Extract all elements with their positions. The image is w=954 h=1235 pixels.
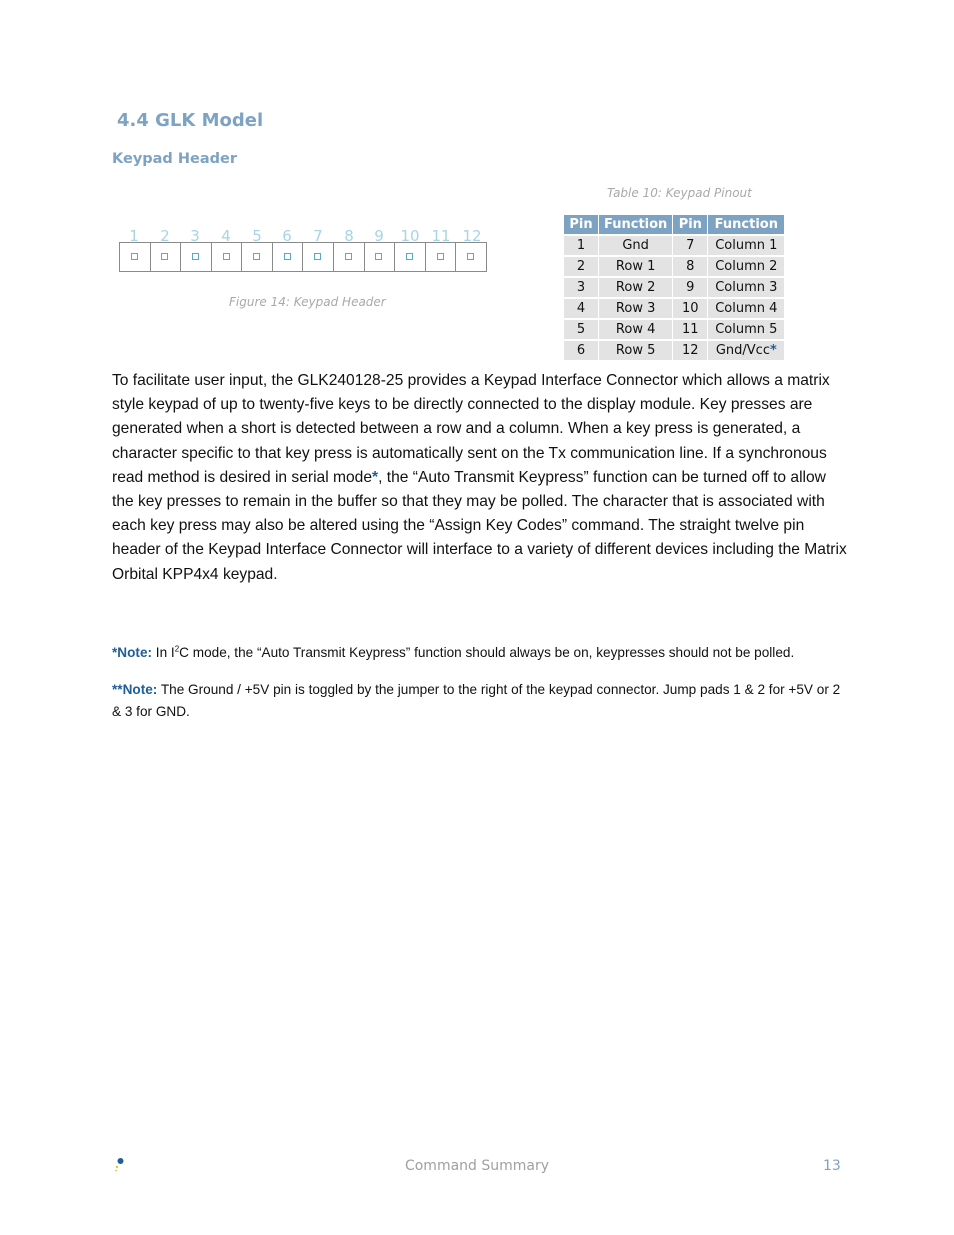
pin-cell <box>181 243 212 271</box>
body-paragraph <box>112 369 847 587</box>
pin-cell: 6 <box>564 340 599 361</box>
keypad-header-diagram <box>119 242 487 272</box>
pin-cell <box>273 243 304 271</box>
table-header-row <box>564 215 785 236</box>
function-cell: Row 2 <box>599 277 673 298</box>
pin-label: 2 <box>160 227 170 245</box>
function-cell: Row 3 <box>599 298 673 319</box>
pin-label: 5 <box>252 227 262 245</box>
pin-cell: 11 <box>673 319 708 340</box>
pin-cell: 8 <box>673 256 708 277</box>
pin-label: 8 <box>344 227 354 245</box>
pin-pad-icon <box>253 253 260 260</box>
function-cell: Gnd <box>599 235 673 256</box>
pin-cell: 2 <box>564 256 599 277</box>
pin-label: 11 <box>431 227 451 245</box>
pin-cell: 3 <box>564 277 599 298</box>
pin-pad-icon <box>192 253 199 260</box>
pin-cell: 12 <box>673 340 708 361</box>
pin-pad-icon <box>314 253 321 260</box>
header-function: Function <box>599 215 673 236</box>
paragraph-text: To facilitate user input, the GLK240128-25 provides a Keypad Interface Connector which allows a matrix style keypad of up to twenty-five keys to be directly connected to the display module. Key presses are generated when a short is detected between a row and a column. When a key press is generated, a character specific to that key press is automatically sent on the Tx communication line. If a synchronous read method is desired in serial mode <box>112 372 830 486</box>
pin-cell <box>120 243 151 271</box>
pin-cell <box>334 243 365 271</box>
footnote-marker: * <box>769 343 777 358</box>
paragraph-text: , the “Auto Transmit Keypress” function can be turned off to allow the key presses to remain in the buffer so that they may be polled. The character that is associated with each key press may also be altered using the “Assign Key Codes” command. The straight twelve pin header of the Keypad Interface Connector will interface to a variety of different devices including the Matrix Orbital KPP4x4 keypad. <box>112 468 847 583</box>
pin-label: 9 <box>374 227 384 245</box>
header-function: Function <box>708 215 785 236</box>
pin-label: 1 <box>129 227 139 245</box>
function-cell: Column 4 <box>708 298 785 319</box>
header-pin: Pin <box>564 215 599 236</box>
pin-pad-icon <box>284 253 291 260</box>
footer-title: Command Summary <box>404 1158 550 1174</box>
pin-label: 6 <box>282 227 292 245</box>
table-row <box>564 340 785 361</box>
pin-pad-icon <box>223 253 230 260</box>
pin-cell <box>242 243 273 271</box>
figure-caption: Figure 14: Keypad Header <box>229 295 386 309</box>
pin-cell: 9 <box>673 277 708 298</box>
pin-cell <box>365 243 396 271</box>
function-cell: Column 5 <box>708 319 785 340</box>
function-cell: Column 1 <box>708 235 785 256</box>
pin-label: 7 <box>313 227 323 245</box>
pin-pad-icon <box>131 253 138 260</box>
table-row <box>564 319 785 340</box>
superscript: 2 <box>174 644 180 654</box>
note-text: In I <box>152 645 175 660</box>
pin-cell: 1 <box>564 235 599 256</box>
pin-cell <box>151 243 182 271</box>
table-row <box>564 256 785 277</box>
function-cell: Row 5 <box>599 340 673 361</box>
pin-cell <box>395 243 426 271</box>
pin-cell: 4 <box>564 298 599 319</box>
section-title: 4.4 GLK Model <box>117 110 264 131</box>
table-row <box>564 277 785 298</box>
pin-cell <box>212 243 243 271</box>
pin-pad-icon <box>345 253 352 260</box>
table-row <box>564 235 785 256</box>
function-cell: Row 1 <box>599 256 673 277</box>
function-cell: Column 2 <box>708 256 785 277</box>
note-ground <box>112 679 847 723</box>
pin-pad-icon <box>437 253 444 260</box>
table-row <box>564 298 785 319</box>
pin-label: 3 <box>190 227 200 245</box>
note-i2c <box>112 642 847 664</box>
pin-label: 4 <box>221 227 231 245</box>
pin-pad-icon <box>161 253 168 260</box>
note-text: The Ground / +5V pin is toggled by the jumper to the right of the keypad connector. Jump pads 1 & 2 for +5V or 2 & 3 for GND. <box>112 682 841 719</box>
pin-cell: 7 <box>673 235 708 256</box>
pin-cell: 10 <box>673 298 708 319</box>
function-cell: Row 4 <box>599 319 673 340</box>
pin-pad-icon <box>406 253 413 260</box>
keypad-pinout-table <box>563 214 785 361</box>
note-label: *Note: <box>112 645 153 660</box>
function-cell-text: Gnd/Vcc <box>715 343 770 358</box>
page-number: 13 <box>823 1158 841 1174</box>
footnote-marker: * <box>372 468 379 486</box>
pin-cell <box>456 243 486 271</box>
pin-cell <box>303 243 334 271</box>
pin-cell: 5 <box>564 319 599 340</box>
keypad-header-subheading: Keypad Header <box>112 151 237 167</box>
pin-pad-icon <box>467 253 474 260</box>
function-cell <box>708 340 785 361</box>
function-cell: Column 3 <box>708 277 785 298</box>
pin-label: 12 <box>462 227 482 245</box>
note-text: C mode, the “Auto Transmit Keypress” function should always be on, keypresses should not be polled. <box>179 645 795 660</box>
pin-label: 10 <box>400 227 420 245</box>
pin-pad-icon <box>375 253 382 260</box>
note-label: **Note: <box>112 682 158 697</box>
header-pin: Pin <box>673 215 708 236</box>
table-caption: Table 10: Keypad Pinout <box>607 186 752 200</box>
pin-cell <box>426 243 457 271</box>
